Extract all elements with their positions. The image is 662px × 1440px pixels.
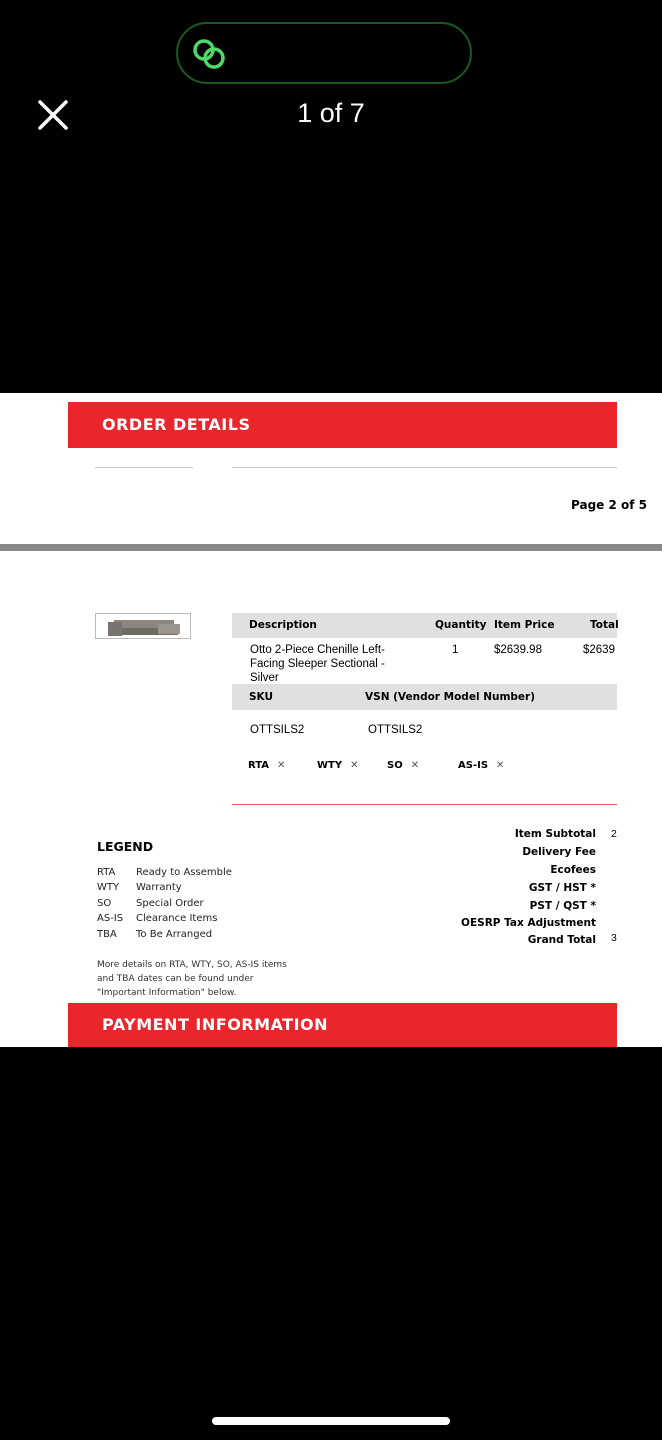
app-pill-button[interactable] bbox=[176, 22, 472, 84]
totals-value: 2 bbox=[611, 828, 617, 840]
home-indicator[interactable] bbox=[212, 1417, 450, 1425]
divider bbox=[95, 467, 193, 468]
legend-row: TBA To Be Arranged bbox=[97, 929, 213, 940]
sku-table-header bbox=[232, 684, 617, 710]
item-description: Otto 2-Piece Chenille Left-Facing Sleeper Sectional - Silver bbox=[250, 644, 385, 684]
col-total: Total bbox=[590, 619, 619, 631]
x-icon: ✕ bbox=[350, 760, 359, 771]
totals-label: OESRP Tax Adjustment bbox=[461, 917, 596, 929]
totals-label: Grand Total bbox=[527, 934, 596, 946]
order-details-banner: ORDER DETAILS bbox=[68, 402, 617, 448]
totals-label: Delivery Fee bbox=[522, 846, 596, 858]
item-total: $2639 bbox=[583, 644, 615, 656]
flag-as-is: AS-IS ✕ bbox=[458, 760, 505, 771]
col-description: Description bbox=[249, 619, 317, 631]
payment-info-banner: PAYMENT INFORMATION bbox=[68, 1003, 617, 1047]
document-page bbox=[0, 393, 662, 1047]
col-item-price: Item Price bbox=[494, 619, 555, 631]
flag-rta: RTA ✕ bbox=[248, 760, 286, 771]
page-counter: 1 of 7 bbox=[297, 98, 365, 128]
page-break bbox=[0, 544, 662, 551]
page-label: Page 2 of 5 bbox=[571, 498, 647, 512]
totals-label: Ecofees bbox=[550, 864, 596, 876]
flag-so: SO ✕ bbox=[387, 760, 420, 771]
divider bbox=[232, 467, 617, 468]
totals-value: 3 bbox=[611, 932, 617, 944]
totals-label: Item Subtotal bbox=[514, 828, 596, 840]
x-icon: ✕ bbox=[277, 760, 286, 771]
vsn-value: OTTSILS2 bbox=[368, 724, 423, 736]
link-rings-icon bbox=[190, 37, 228, 71]
item-table-header bbox=[232, 613, 617, 638]
product-thumbnail bbox=[95, 613, 191, 639]
col-quantity: Quantity bbox=[435, 619, 487, 631]
legend-row: RTA Ready to Assemble bbox=[97, 867, 232, 878]
flag-wty: WTY ✕ bbox=[317, 760, 359, 771]
section-rule bbox=[232, 804, 617, 805]
col-sku: SKU bbox=[249, 691, 274, 703]
legend-row: SO Special Order bbox=[97, 898, 204, 909]
legend-note: More details on RTA, WTY, SO, AS-IS items and TBA dates can be found under "Important Information" below. bbox=[97, 960, 287, 998]
x-icon: ✕ bbox=[496, 760, 505, 771]
item-quantity: 1 bbox=[452, 644, 459, 656]
totals-label: PST / QST * bbox=[529, 900, 596, 912]
col-vsn: VSN (Vendor Model Number) bbox=[365, 691, 536, 703]
legend-title: LEGEND bbox=[97, 839, 154, 854]
legend-row: AS-IS Clearance Items bbox=[97, 913, 218, 924]
legend-row: WTY Warranty bbox=[97, 882, 182, 893]
item-price: $2639.98 bbox=[494, 644, 542, 656]
totals-label: GST / HST * bbox=[528, 882, 596, 894]
x-icon: ✕ bbox=[410, 760, 420, 771]
sku-value: OTTSILS2 bbox=[250, 724, 305, 736]
